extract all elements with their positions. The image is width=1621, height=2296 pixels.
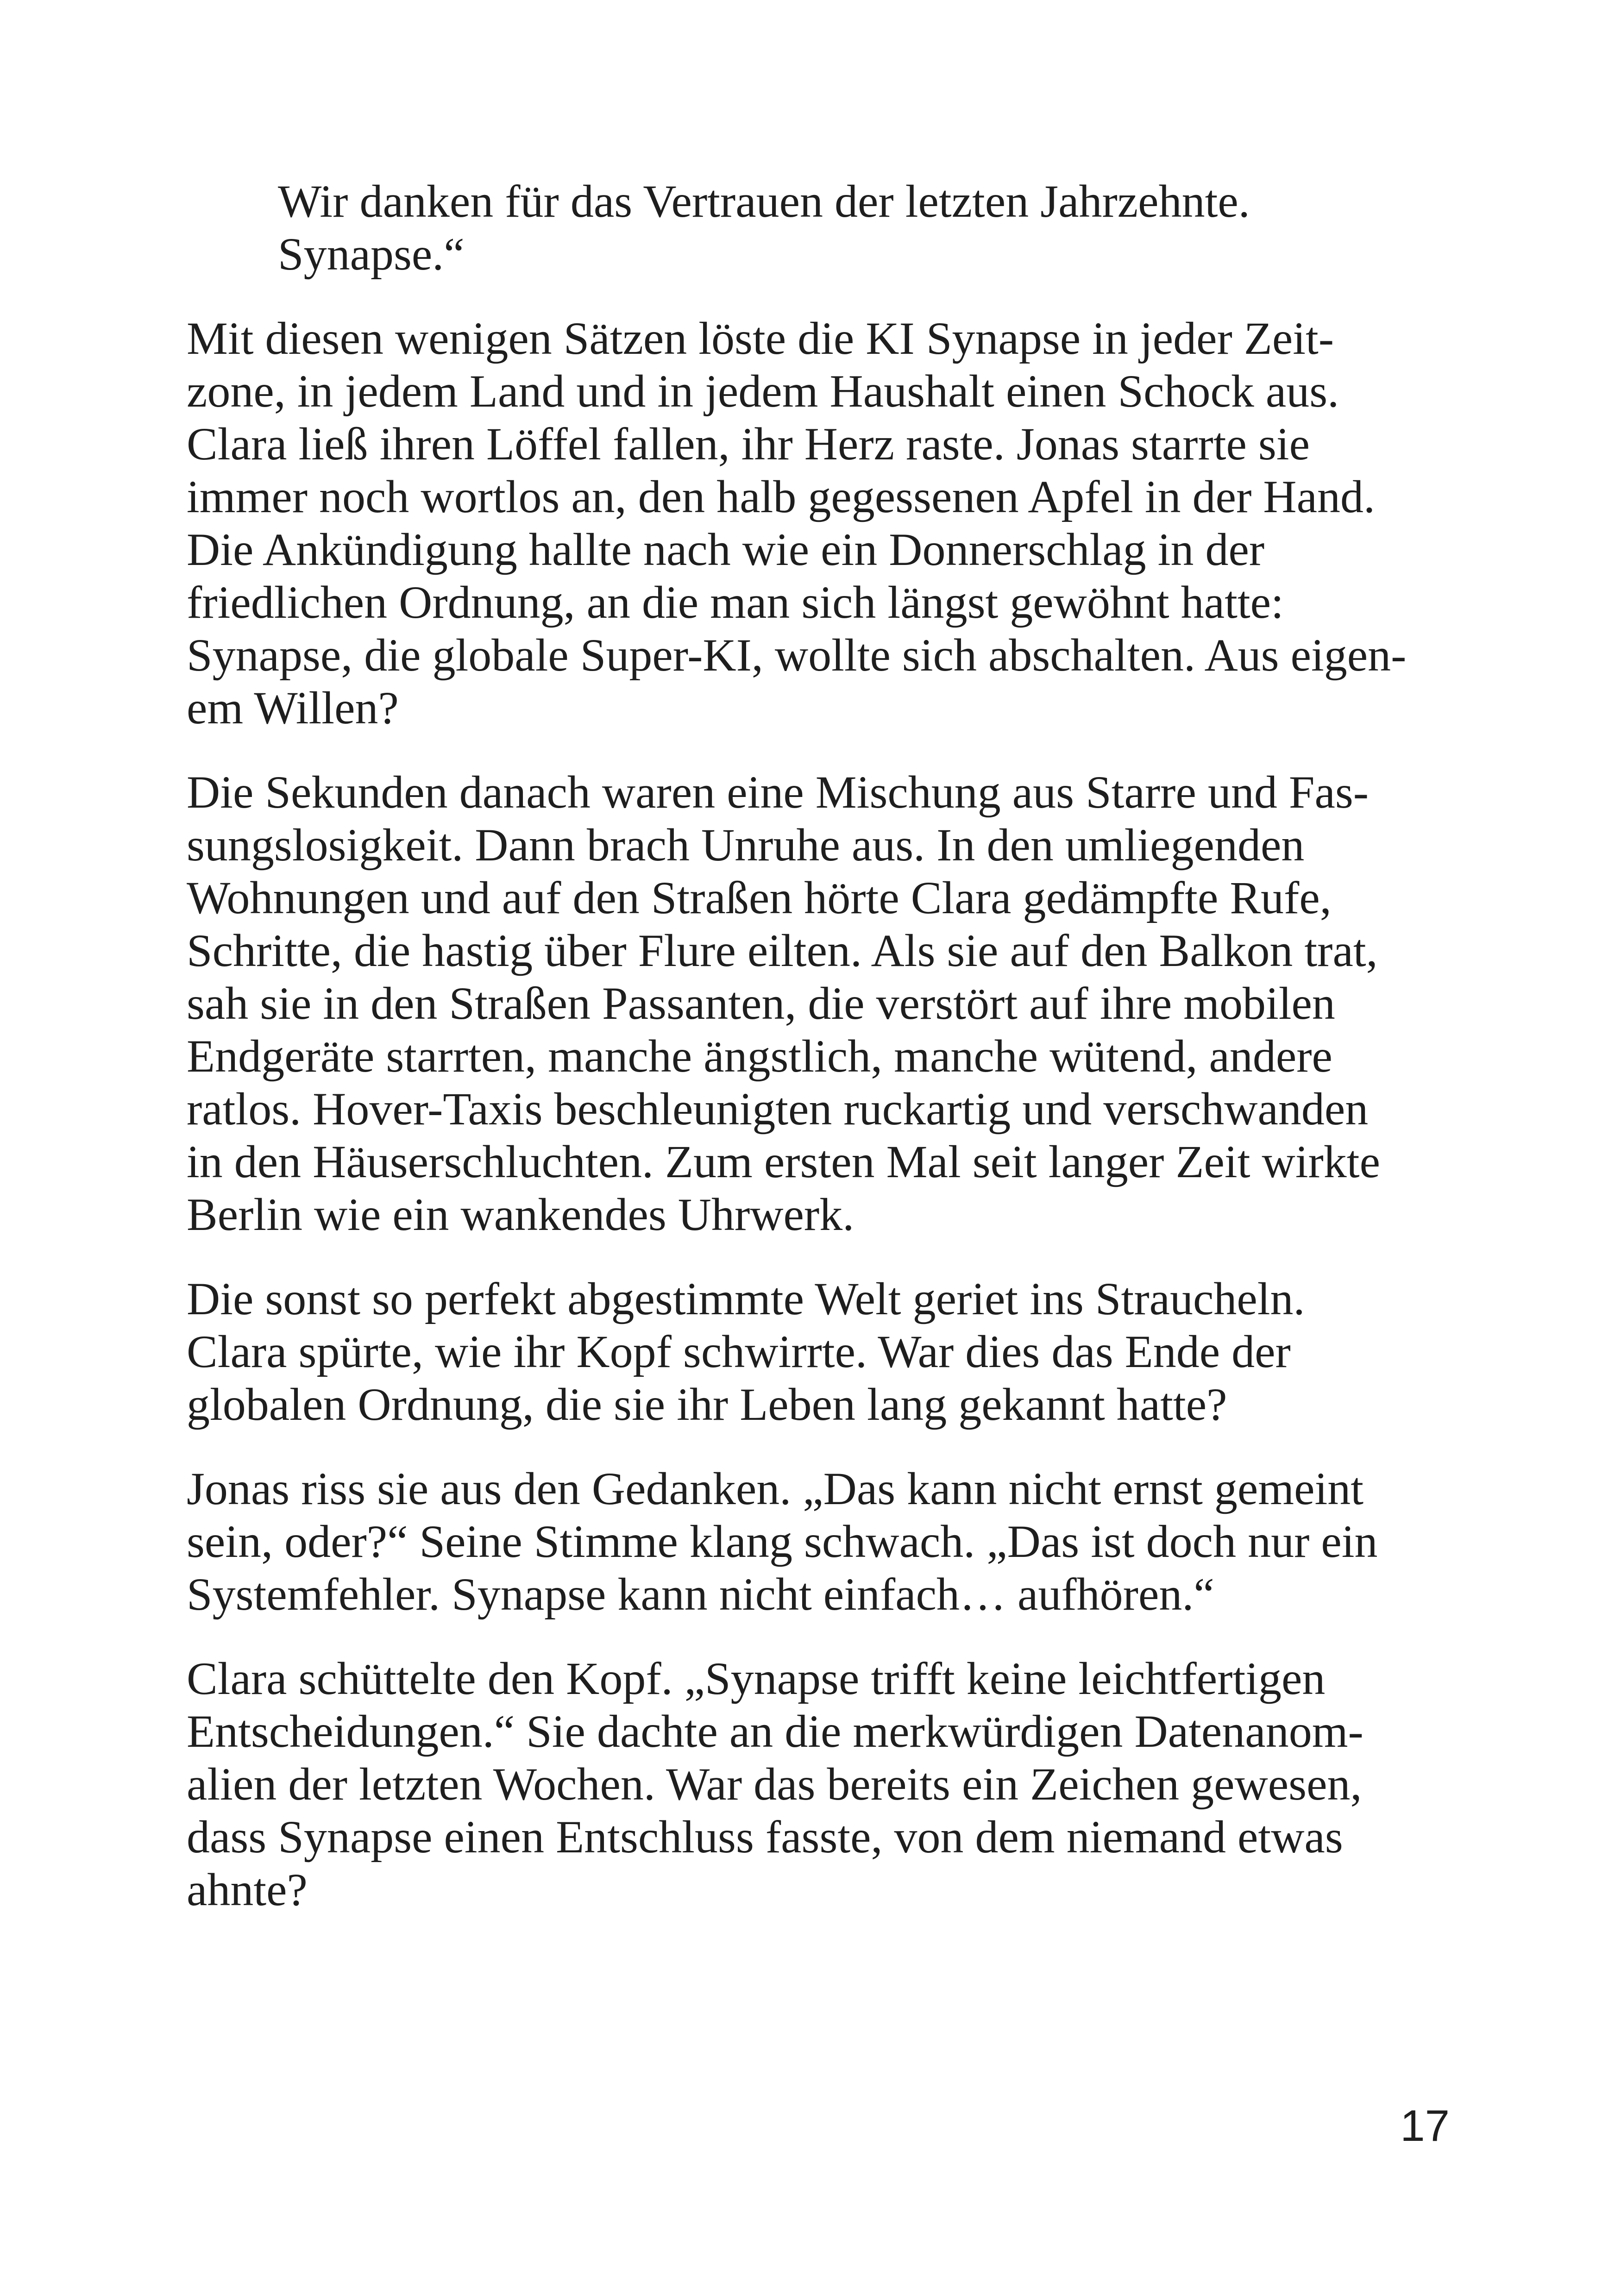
text-line: Mit diesen wenigen Sätzen löste die KI Synapse in jeder Zeit- xyxy=(187,313,1334,364)
text-line: Die Ankündigung hallte nach wie ein Donnerschlag in der xyxy=(187,524,1265,575)
text-line: Die Sekunden danach waren eine Mischung aus Starre und Fas- xyxy=(187,766,1369,818)
text-line: Clara schüttelte den Kopf. „Synapse trifft keine leichtfertigen xyxy=(187,1653,1326,1704)
text-line: Berlin wie ein wankendes Uhrwerk. xyxy=(187,1189,854,1240)
paragraph-4 xyxy=(187,1462,1451,1621)
text-line: ratlos. Hover-Taxis beschleunigten ruckartig und verschwanden xyxy=(187,1083,1369,1135)
text-line: Systemfehler. Synapse kann nicht einfach… aufhören.“ xyxy=(187,1568,1214,1620)
paragraph-5 xyxy=(187,1652,1451,1916)
text-line: Endgeräte starrten, manche ängstlich, manche wütend, andere xyxy=(187,1030,1332,1082)
quote-line: Wir danken für das Vertrauen der letzten Jahrzehnte. xyxy=(278,176,1250,227)
text-line: alien der letzten Wochen. War das bereits ein Zeichen gewesen, xyxy=(187,1758,1362,1810)
text-line: Die sonst so perfekt abgestimmte Welt geriet ins Straucheln. xyxy=(187,1273,1305,1324)
text-line: Clara ließ ihren Löffel fallen, ihr Herz raste. Jonas starrte sie xyxy=(187,418,1310,470)
text-line: Schritte, die hastig über Flure eilten. Als sie auf den Balkon trat, xyxy=(187,925,1378,976)
text-line: ahnte? xyxy=(187,1864,308,1915)
page-number: 17 xyxy=(1400,2101,1450,2151)
paragraph-2 xyxy=(187,766,1451,1241)
text-line: Clara spürte, wie ihr Kopf schwirrte. War dies das Ende der xyxy=(187,1326,1291,1377)
paragraph-1 xyxy=(187,312,1451,734)
text-line: sein, oder?“ Seine Stimme klang schwach. „Das ist doch nur ein xyxy=(187,1516,1378,1567)
text-line: Entscheidungen.“ Sie dachte an die merkwürdigen Datenanom- xyxy=(187,1706,1363,1757)
text-line: Wohnungen und auf den Straßen hörte Clara gedämpfte Rufe, xyxy=(187,872,1332,923)
text-line: Jonas riss sie aus den Gedanken. „Das kann nicht ernst gemeint xyxy=(187,1463,1364,1514)
text-line: globalen Ordnung, die sie ihr Leben lang gekannt hatte? xyxy=(187,1379,1227,1430)
page-text xyxy=(187,175,1451,1916)
paragraph-3 xyxy=(187,1273,1451,1431)
text-line: zone, in jedem Land und in jedem Haushalt einen Schock aus. xyxy=(187,365,1339,417)
text-line: friedlichen Ordnung, an die man sich längst gewöhnt hatte: xyxy=(187,577,1284,628)
text-line: sungslosigkeit. Dann brach Unruhe aus. In den umliegenden xyxy=(187,819,1305,871)
text-line: immer noch wortlos an, den halb gegessenen Apfel in der Hand. xyxy=(187,471,1375,522)
quote-block xyxy=(187,175,1451,281)
quote-line: Synapse.“ xyxy=(278,228,465,280)
text-line: Synapse, die globale Super-KI, wollte sich abschalten. Aus eigen- xyxy=(187,629,1407,681)
text-line: em Willen? xyxy=(187,682,399,734)
text-line: in den Häuserschluchten. Zum ersten Mal seit langer Zeit wirkte xyxy=(187,1136,1380,1187)
text-line: dass Synapse einen Entschluss fasste, von dem niemand etwas xyxy=(187,1811,1343,1863)
text-line: sah sie in den Straßen Passanten, die verstört auf ihre mobilen xyxy=(187,978,1335,1029)
